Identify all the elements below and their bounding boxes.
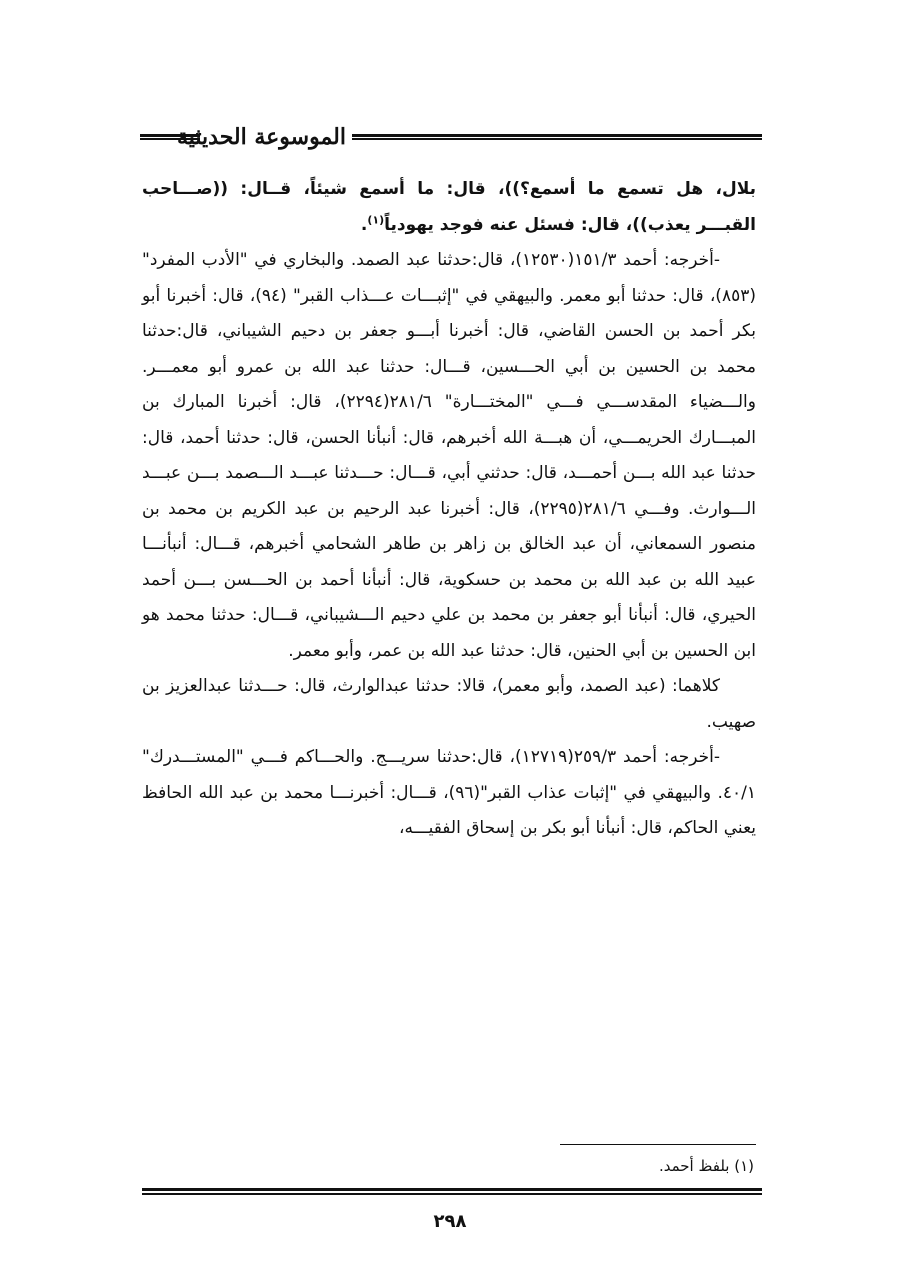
footer-rule <box>142 1188 762 1195</box>
hadith-text-end: . <box>360 214 368 235</box>
footnote-separator <box>560 1144 756 1145</box>
header-rule-right <box>352 134 762 140</box>
page-number: ٢٩٨ <box>433 1211 467 1232</box>
running-title: الموسوعة الحديثية <box>176 124 346 150</box>
paragraph-summary: كلاهما: (عبد الصمد، وأبو معمر)، قالا: حدثنا عبدالوارث، قال: حـــدثنا عبدالعزيز بن صهيب. <box>142 676 756 732</box>
footnote: (١) بلفظ أحمد. <box>658 1157 754 1175</box>
paragraph-takhrij-2: -أخرجه: أحمد ٢٥٩/٣(١٢٧١٩)، قال:حدثنا سريـــج. والحـــاكم فـــي "المستـــدرك" ٤٠/١. والبيهقي في "إثبات عذاب القبر"(٩٦)، قـــال: أخبرنـــا محمد بن عبد الله الحافظ يعني الحاكم، قال: أنبأنا أبو بكر بن إسحاق الفقيـــه، <box>142 747 757 838</box>
footnote-reference: (١) <box>367 212 385 226</box>
paragraph-hadith-text <box>142 172 756 243</box>
header-rule-left <box>140 134 200 140</box>
main-text <box>142 172 756 847</box>
page-header <box>140 118 762 158</box>
paragraph-takhrij-1: -أخرجه: أحمد ١٥١/٣(١٢٥٣٠)، قال:حدثنا عبد الصمد. والبخاري في "الأدب المفرد" (٨٥٣)، قال: حدثنا أبو معمر. والبيهقي في "إثبـــات عـــذاب القبر" (٩٤)، قال: أخبرنا أبو بكر أحمد بن الحسن القاضي، قال: أخبرنا أبـــو جعفر بن دحيم الشيباني، قال:حدثنا محمد بن الحسين بن أبي الحـــسين، قـــال: حدثنا عبد الله بن عمرو أبو معمـــر. والـــضياء المقدســـي فـــي "المختـــارة" ٢٨١/٦(٢٢٩٤)، قال: أخبرنا المبارك بن المبـــارك الحريمـــي، أن هبـــة الله أخبرهم، قال: أنبأنا الحسن، قال: حدثنا أحمد، قال: حدثنا عبد الله بـــن أحمـــد، قال: حدثني أبي، قـــال: حـــدثنا عبـــد الـــصمد بـــن عبـــد الـــوارث. وفـــي ٢٨١/٦(٢٢٩٥)، قال: أخبرنا عبد الرحيم بن عبد الكريم بن محمد بن منصور السمعاني، أن عبد الخالق بن زاهر بن طاهر الشحامي أخبرهم، قـــال: أنبأنـــا عبيد الله بن عبد الله بن محمد بن حسكوية، قال: أنبأنا أحمد بن الحـــسن بـــن أحمد الحيري، قال: أنبأنا أبو جعفر بن محمد بن علي دحيم الـــشيباني، قـــال: حدثنا محمد هو ابن الحسين بن أبي الحنين، قال: حدثنا عبد الله بن عمر، وأبو معمر. <box>142 250 756 661</box>
hadith-text: بلال، هل تسمع ما أسمع؟))، قال: ما أسمع شيئاً، قــال: ((صـــاحب القبـــر يعذب))، قال: فسئل عنه فوجد يهودياً <box>142 179 756 235</box>
